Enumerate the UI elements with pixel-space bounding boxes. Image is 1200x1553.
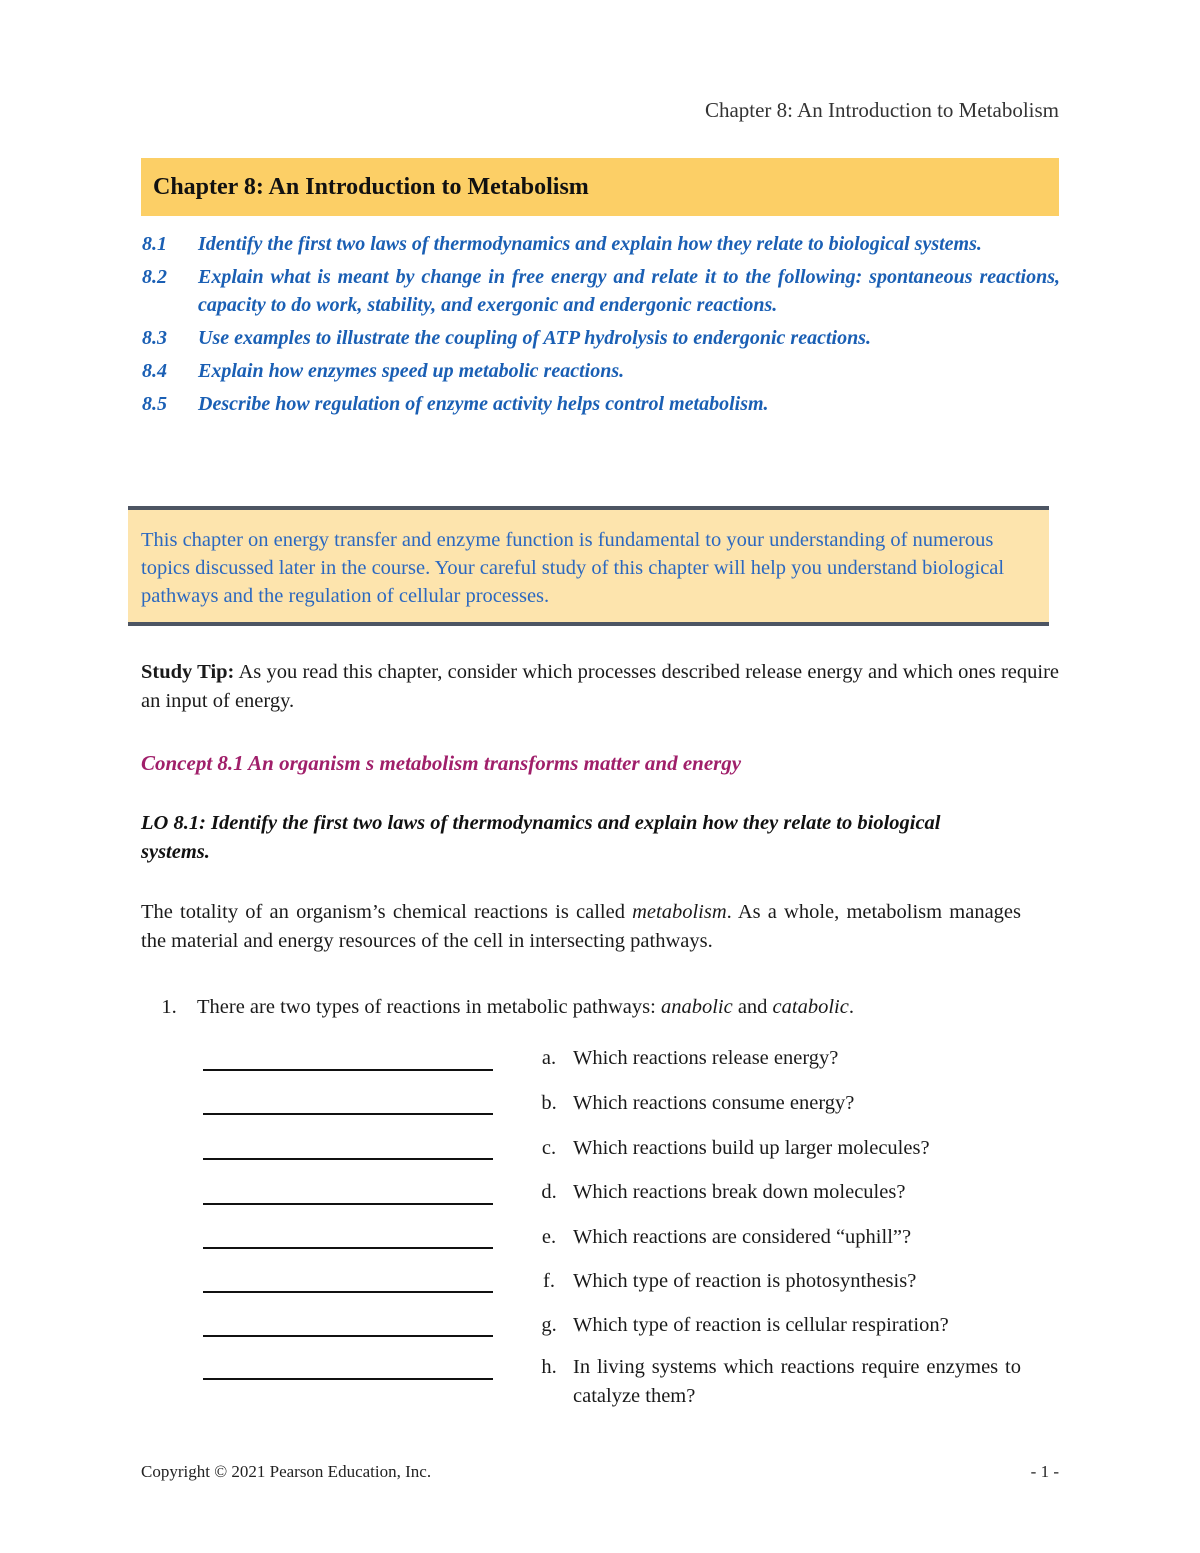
subquestion-letter: c. bbox=[541, 1137, 557, 1159]
answer-blank-h[interactable] bbox=[203, 1378, 493, 1380]
subquestion-b bbox=[525, 1089, 1021, 1118]
learning-objective-heading: LO 8.1: Identify the first two laws of thermodynamics and explain how they relate to biological systems. bbox=[141, 812, 941, 863]
objective-number: 8.2 bbox=[142, 266, 167, 288]
objective-text: Describe how regulation of enzyme activity helps control metabolism. bbox=[198, 393, 769, 415]
subquestion-text: Which type of reaction is photosynthesis? bbox=[573, 1270, 917, 1292]
objective-8-4 bbox=[142, 357, 1060, 385]
copyright-footer: Copyright © 2021 Pearson Education, Inc. bbox=[141, 1462, 432, 1481]
subquestion-f bbox=[525, 1267, 1021, 1296]
objective-8-5 bbox=[142, 390, 1060, 418]
subquestion-text: Which reactions are considered “uphill”? bbox=[573, 1226, 912, 1248]
objective-number: 8.4 bbox=[142, 360, 167, 382]
question-text-start: There are two types of reactions in metabolic pathways: bbox=[197, 996, 661, 1018]
objective-8-1 bbox=[142, 230, 1060, 258]
objective-number: 8.5 bbox=[142, 393, 167, 415]
page-number: - 1 - bbox=[1030, 1462, 1059, 1481]
subquestion-h bbox=[525, 1353, 1021, 1411]
answer-blank-g[interactable] bbox=[203, 1335, 493, 1337]
objective-number: 8.3 bbox=[142, 327, 167, 349]
subquestion-text: In living systems which reactions require enzymes to catalyze them? bbox=[573, 1356, 1021, 1407]
answer-blank-c[interactable] bbox=[203, 1158, 493, 1160]
subquestion-g bbox=[525, 1311, 1021, 1340]
intro-paragraph bbox=[141, 898, 1021, 956]
chapter-overview-callout bbox=[128, 506, 1049, 626]
answer-blank-f[interactable] bbox=[203, 1291, 493, 1293]
subquestion-a bbox=[525, 1044, 1021, 1073]
answer-blank-a[interactable] bbox=[203, 1069, 493, 1071]
subquestion-c bbox=[525, 1134, 1021, 1163]
objective-text: Use examples to illustrate the coupling of ATP hydrolysis to endergonic reactions. bbox=[198, 327, 871, 349]
subquestion-letter: f. bbox=[543, 1270, 555, 1292]
callout-text: This chapter on energy transfer and enzyme function is fundamental to your understanding of numerous topics discussed later in the course. Your careful study of this chapter will help you understand biological pathways and the regulation of cellular processes. bbox=[141, 529, 1005, 607]
running-header: Chapter 8: An Introduction to Metabolism bbox=[704, 98, 1059, 122]
objective-text: Explain how enzymes speed up metabolic reactions. bbox=[198, 360, 625, 382]
term-anabolic: anabolic bbox=[660, 996, 733, 1018]
subquestion-d bbox=[525, 1178, 1021, 1207]
subquestion-text: Which reactions break down molecules? bbox=[573, 1181, 906, 1203]
concept-label: Concept 8.1 bbox=[141, 751, 244, 775]
term-catabolic: catabolic bbox=[772, 996, 849, 1018]
objective-8-3 bbox=[142, 324, 1060, 352]
subquestion-e bbox=[525, 1223, 1021, 1252]
subquestion-letter: a. bbox=[541, 1047, 557, 1069]
concept-title: An organism s metabolism transforms matter and energy bbox=[243, 751, 742, 775]
question-number: 1. bbox=[161, 996, 177, 1018]
intro-text-start: The totality of an organism’s chemical reactions is called bbox=[141, 901, 633, 923]
study-tip bbox=[141, 658, 1059, 716]
answer-blank-e[interactable] bbox=[203, 1247, 493, 1249]
subquestion-letter: h. bbox=[541, 1356, 557, 1378]
study-tip-label: Study Tip: bbox=[141, 661, 235, 683]
objective-number: 8.1 bbox=[142, 233, 167, 255]
intro-term: metabolism bbox=[632, 901, 727, 923]
subquestion-text: Which reactions release energy? bbox=[573, 1047, 839, 1069]
subquestion-text: Which reactions build up larger molecules? bbox=[573, 1137, 930, 1159]
intro-text-end: . As a whole, metabolism manages the material and energy resources of the cell in intersecting pathways. bbox=[141, 901, 1021, 952]
subquestion-letter: g. bbox=[541, 1314, 557, 1336]
chapter-title: Chapter 8: An Introduction to Metabolism bbox=[153, 173, 589, 200]
answer-blank-b[interactable] bbox=[203, 1113, 493, 1115]
objective-8-2 bbox=[142, 263, 1060, 319]
subquestion-letter: b. bbox=[541, 1092, 557, 1114]
study-tip-text: As you read this chapter, consider which processes described release energy and which ones require an input of energy. bbox=[141, 661, 1059, 712]
subquestion-letter: e. bbox=[541, 1226, 557, 1248]
question-text-mid: and bbox=[732, 996, 773, 1018]
question-text bbox=[197, 996, 854, 1019]
learning-objectives bbox=[142, 230, 1060, 423]
question-text-end: . bbox=[848, 996, 854, 1018]
answer-blank-d[interactable] bbox=[203, 1203, 493, 1205]
chapter-title-banner bbox=[141, 158, 1059, 216]
subquestion-text: Which type of reaction is cellular respiration? bbox=[573, 1314, 949, 1336]
subquestion-letter: d. bbox=[541, 1181, 557, 1203]
question-1 bbox=[141, 996, 1021, 1019]
objective-text: Identify the first two laws of thermodynamics and explain how they relate to biological systems. bbox=[198, 233, 982, 255]
concept-heading bbox=[141, 751, 1059, 776]
objective-text: Explain what is meant by change in free energy and relate it to the following: spontaneous reactions, capacity to do work, stability, and exergonic and endergonic reactions. bbox=[198, 266, 1060, 316]
subquestion-text: Which reactions consume energy? bbox=[573, 1092, 855, 1114]
